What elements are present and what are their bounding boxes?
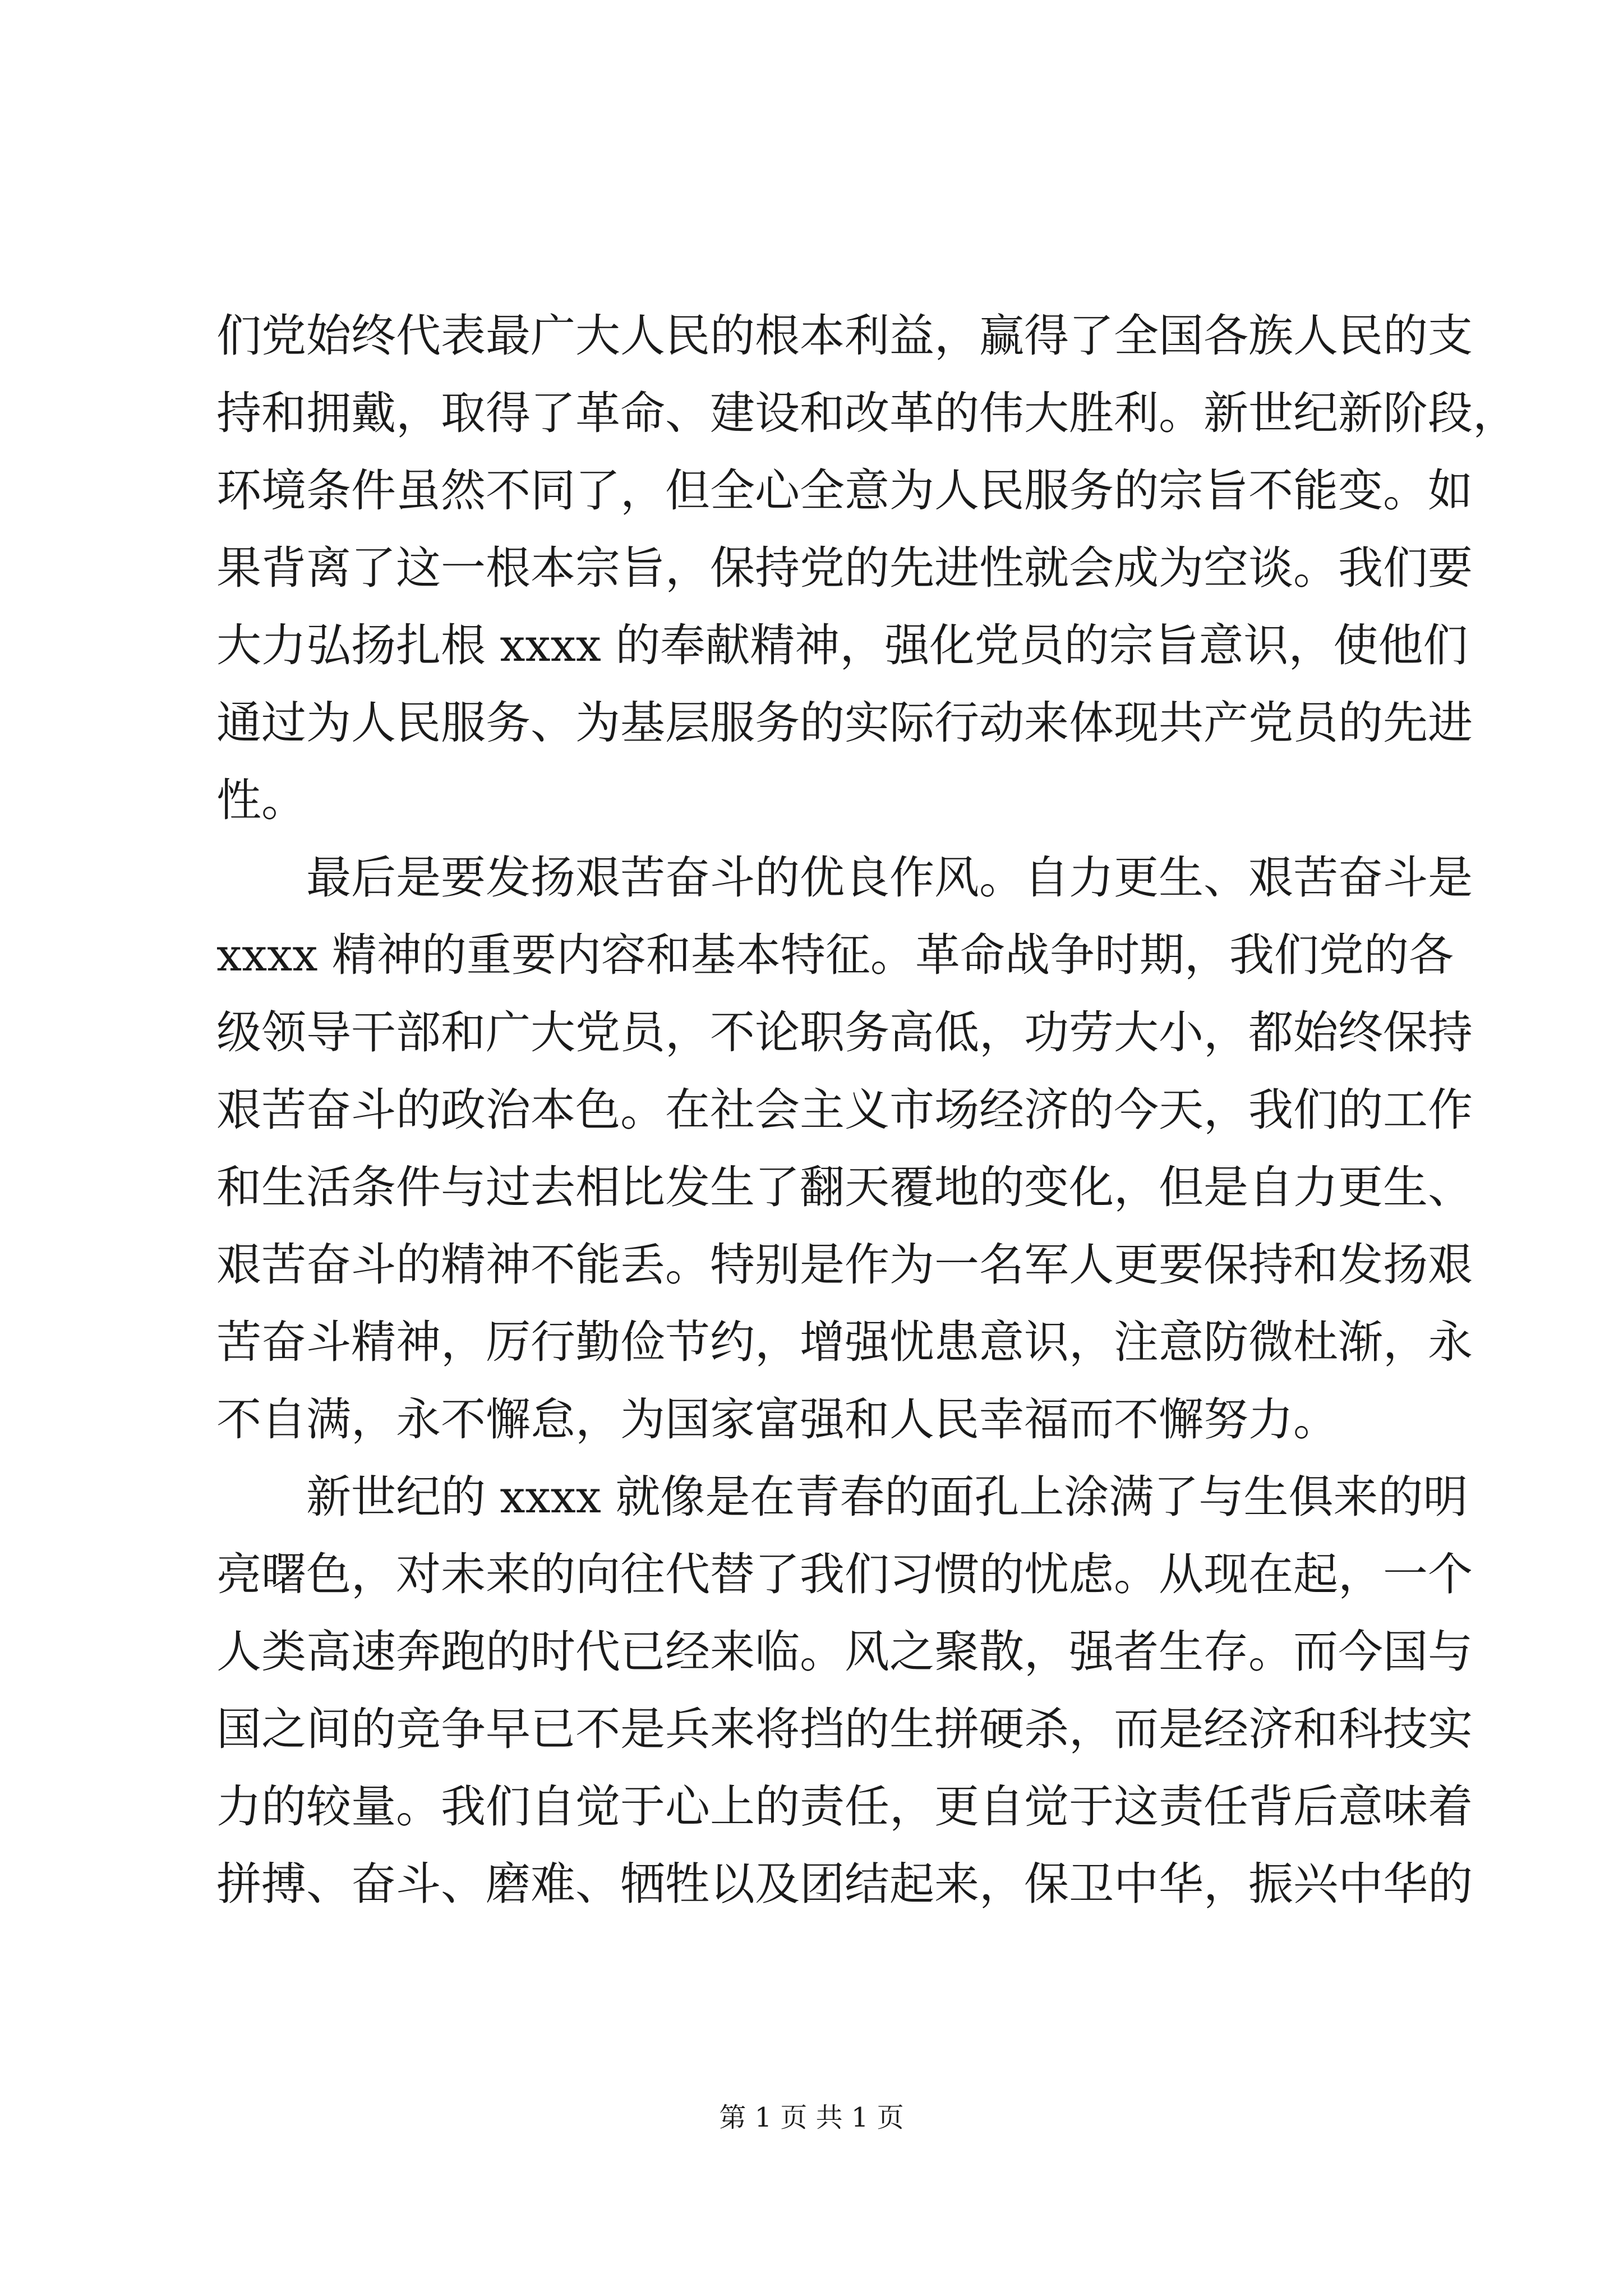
text-line: 持和拥戴，取得了革命、建设和改革的伟大胜利。新世纪新阶段， xyxy=(216,387,1518,439)
text-line: 亮曙色，对未来的向往代替了我们习惯的忧虑。从现在起，一个 xyxy=(216,1548,1473,1600)
text-line: 力的较量。我们自觉于心上的责任，更自觉于这责任背后意味着 xyxy=(216,1780,1473,1833)
text-line: 和生活条件与过去相比发生了翻天覆地的变化，但是自力更生、 xyxy=(216,1161,1473,1213)
text-line: 艰苦奋斗的精神不能丢。特别是作为一名军人更要保持和发扬艰 xyxy=(216,1239,1473,1291)
text-line: 拼搏、奋斗、磨难、牺牲以及团结起来，保卫中华，振兴中华的 xyxy=(216,1858,1473,1910)
page-footer xyxy=(0,2101,1623,2134)
text-line: 新世纪的 xxxx 就像是在青春的面孔上涂满了与生俱来的明 xyxy=(306,1471,1468,1523)
text-line: xxxx 精神的重要内容和基本特征。革命战争时期，我们党的各 xyxy=(216,929,1454,981)
document-body xyxy=(216,297,1518,1923)
text-line: 果背离了这一根本宗旨，保持党的先进性就会成为空谈。我们要 xyxy=(216,542,1473,594)
text-line: 们党始终代表最广大人民的根本利益，赢得了全国各族人民的支 xyxy=(216,310,1473,362)
paragraph-3 xyxy=(216,1458,1473,1923)
paragraph-2 xyxy=(216,839,1473,1458)
text-line: 人类高速奔跑的时代已经来临。风之聚散，强者生存。而今国与 xyxy=(216,1626,1473,1678)
text-line: 大力弘扬扎根 xxxx 的奉献精神，强化党员的宗旨意识，使他们 xyxy=(216,619,1468,671)
text-line: 级领导干部和广大党员，不论职务高低，功劳大小，都始终保持 xyxy=(216,1006,1473,1059)
text-line: 环境条件虽然不同了，但全心全意为人民服务的宗旨不能变。如 xyxy=(216,464,1473,517)
text-line: 不自满，永不懈怠，为国家富强和人民幸福而不懈努力。 xyxy=(216,1393,1338,1446)
text-line: 性。 xyxy=(216,774,306,826)
page-number-label: 第 1 页 共 1 页 xyxy=(719,2102,904,2133)
paragraph-1 xyxy=(216,297,1518,839)
text-line: 最后是要发扬艰苦奋斗的优良作风。自力更生、艰苦奋斗是 xyxy=(306,852,1473,904)
text-line: 国之间的竞争早已不是兵来将挡的生拼硬杀，而是经济和科技实 xyxy=(216,1703,1473,1755)
text-line: 艰苦奋斗的政治本色。在社会主义市场经济的今天，我们的工作 xyxy=(216,1084,1473,1136)
text-line: 苦奋斗精神，厉行勤俭节约，增强忧患意识，注意防微杜渐，永 xyxy=(216,1316,1473,1368)
text-line: 通过为人民服务、为基层服务的实际行动来体现共产党员的先进 xyxy=(216,697,1473,749)
